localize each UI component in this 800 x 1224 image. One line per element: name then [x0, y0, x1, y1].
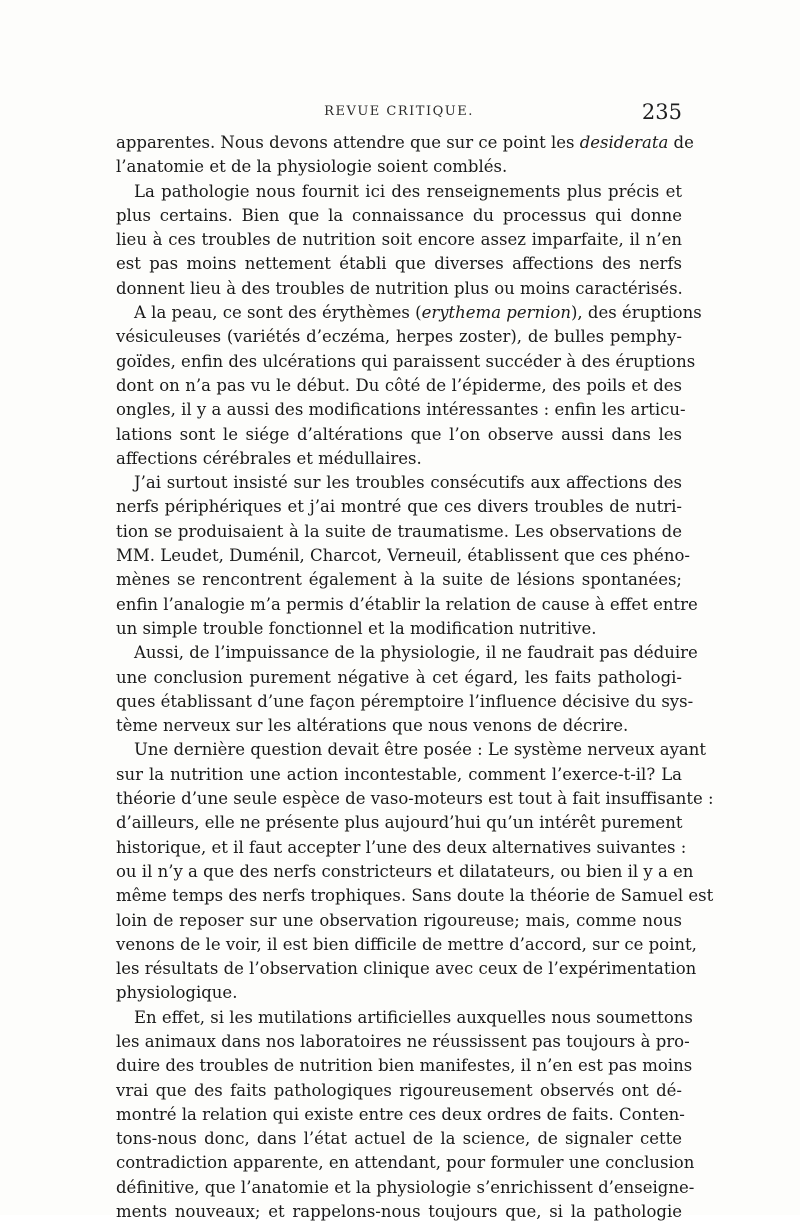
italic-term: desiderata [579, 133, 669, 152]
text-line: ongles, il y a aussi des modifications intéressantes : enfin les articu- [116, 400, 686, 420]
text-line: l’anatomie et de la physiologie soient comblés. [116, 157, 508, 177]
text-line: montré la relation qui existe entre ces deux ordres de faits. Conten- [116, 1104, 685, 1124]
text-line: duire des troubles de nutrition bien manifestes, il n’en est pas moins [116, 1056, 693, 1076]
text-line: affections cérébrales et médullaires. [116, 448, 422, 468]
text-line: sur la nutrition une action incontestable, comment l’exerce-t-il? La [116, 764, 682, 784]
text-line: est pas moins nettement établi que diverses affections des nerfs [116, 254, 682, 274]
text-line: une conclusion purement négative à cet égard, les faits pathologi- [116, 667, 682, 687]
text-line: loin de reposer sur une observation rigoureuse; mais, comme nous [116, 910, 682, 930]
text-line: MM. Leudet, Duménil, Charcot, Verneuil, établissent que ces phéno- [116, 546, 690, 566]
text-line: venons de le voir, il est bien difficile de mettre d’accord, sur ce point, [116, 934, 697, 954]
text-line: goïdes, enfin des ulcérations qui paraissent succéder à des éruptions [116, 351, 696, 371]
text-line: théorie d’une seule espèce de vaso-moteurs est tout à fait insuffisante : [116, 789, 714, 809]
text-line: contradiction apparente, en attendant, pour formuler une conclusion [116, 1153, 695, 1173]
page-number: 235 [641, 100, 682, 124]
text-line: lieu à ces troubles de nutrition soit encore assez imparfaite, il n’en [116, 230, 682, 250]
text-line: J’ai surtout insisté sur les troubles consécutifs aux affections des [134, 473, 682, 493]
text-line: vésiculeuses (variétés d’eczéma, herpes zoster), de bulles pemphy- [116, 327, 682, 347]
text-line: un simple trouble fonctionnel et la modification nutritive. [116, 618, 597, 638]
text-line: tème nerveux sur les altérations que nous venons de décrire. [116, 716, 629, 736]
text-line: donnent lieu à des troubles de nutrition plus ou moins caractérisés. [116, 278, 683, 298]
text-line: physiologique. [116, 983, 238, 1003]
text-line: définitive, que l’anatomie et la physiologie s’enrichissent d’enseigne- [116, 1177, 695, 1197]
text-line: apparentes. Nous devons attendre que sur ce point les desiderata de [116, 133, 694, 152]
running-header [116, 100, 682, 124]
text-line: nerfs périphériques et j’ai montré que ces divers troubles de nutri- [116, 497, 682, 517]
text-line: En effet, si les mutilations artificielles auxquelles nous soumettons [134, 1007, 693, 1027]
text-line: mènes se rencontrent également à la suite de lésions spontanées; [116, 570, 682, 590]
text-line: dont on n’a pas vu le début. Du côté de l’épiderme, des poils et des [116, 375, 682, 395]
text-line: les résultats de l’observation clinique avec ceux de l’expérimentation [116, 959, 697, 979]
text-line: vrai que des faits pathologiques rigoureusement observés ont dé- [116, 1080, 682, 1100]
text-line: La pathologie nous fournit ici des renseignements plus précis et [134, 181, 682, 201]
text-line: historique, et il faut accepter l’une des deux alternatives suivantes : [116, 837, 687, 857]
body-text [116, 131, 714, 1224]
text-line: les animaux dans nos laboratoires ne réussissent pas toujours à pro- [116, 1031, 690, 1051]
text-line: A la peau, ce sont des érythèmes (erythema pernion), des éruptions [134, 303, 702, 323]
text-line: Une dernière question devait être posée : Le système nerveux ayant [134, 740, 706, 760]
text-line: d’ailleurs, elle ne présente plus aujourd’hui qu’un intérêt purement [116, 813, 683, 833]
italic-term: erythema pernion [421, 303, 571, 323]
text-line: ments nouveaux; et rappelons-nous toujours que, si la pathologie [116, 1202, 682, 1222]
text-line: plus certains. Bien que la connaissance du processus qui donne [116, 205, 682, 225]
text-line: ou il n’y a que des nerfs constricteurs et dilatateurs, ou bien il y a en [116, 861, 694, 881]
text-line: Aussi, de l’impuissance de la physiologie, il ne faudrait pas déduire [134, 643, 698, 663]
text-line: tion se produisaient à la suite de traumatisme. Les observations de [116, 521, 682, 541]
text-line: enfin l’analogie m’a permis d’établir la relation de cause à effet entre [116, 594, 698, 614]
text-line: même temps des nerfs trophiques. Sans doute la théorie de Samuel est [116, 886, 714, 906]
text-line: tons-nous donc, dans l’état actuel de la science, de signaler cette [116, 1129, 682, 1149]
text-line: lations sont le siége d’altérations que l’on observe aussi dans les [116, 424, 682, 444]
running-title: REVUE CRITIQUE. [324, 104, 474, 119]
text-line: ques établissant d’une façon péremptoire l’influence décisive du sys- [116, 691, 694, 711]
